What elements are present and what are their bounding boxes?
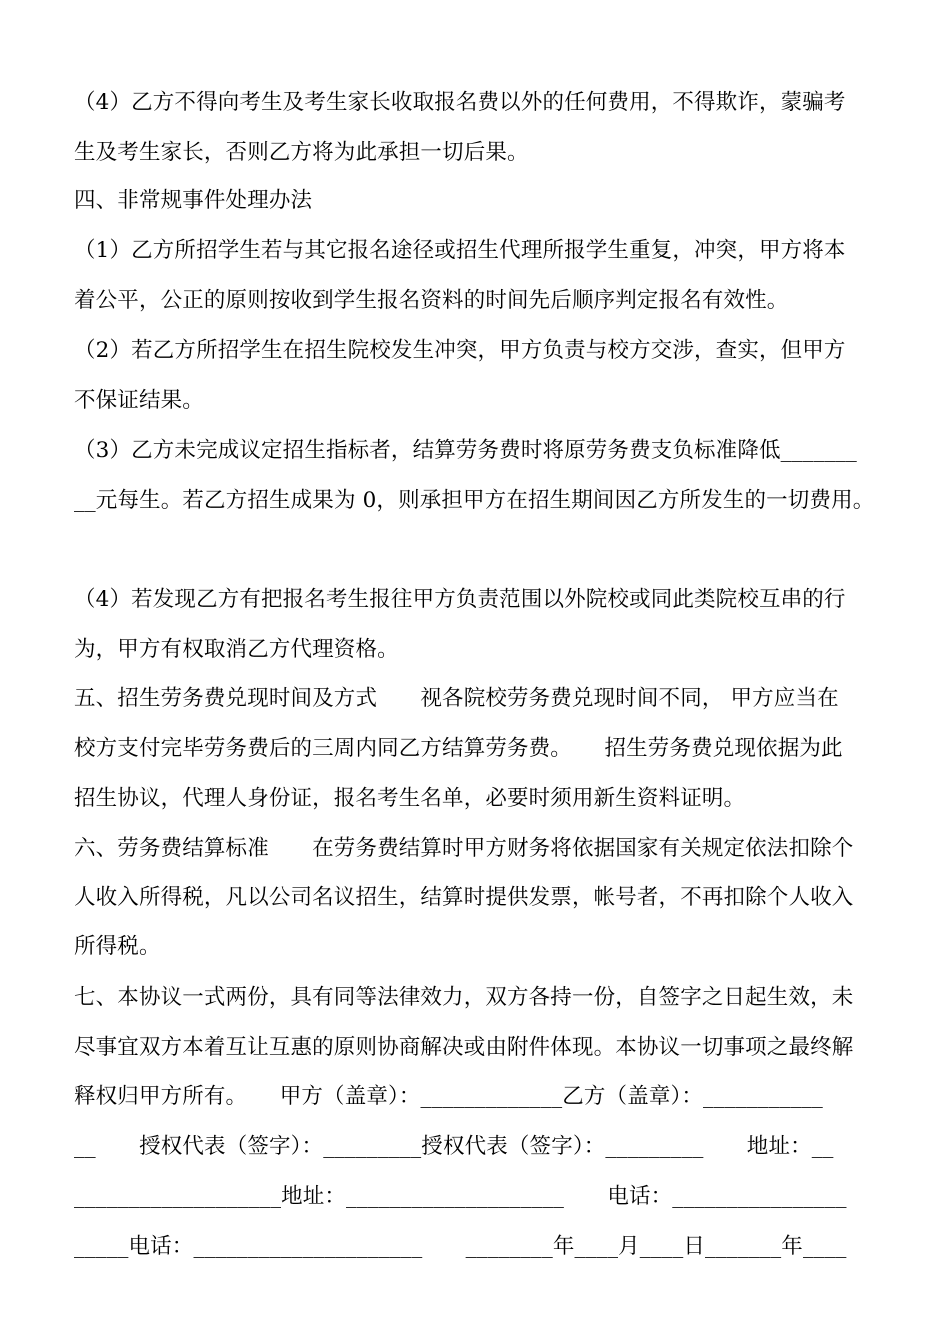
signature-line: _____电话：_____________________ ________年____月____日_______年____ [74, 1234, 847, 1259]
text-line: 为，甲方有权取消乙方代理资格。 [74, 637, 399, 662]
section-heading: 四、非常规事件处理办法 [74, 188, 313, 213]
text-line: 所得税。 [74, 934, 161, 959]
signature-line: 释权归甲方所有。 甲方（盖章）：_____________乙方（盖章）：___________ [74, 1084, 823, 1109]
text-line: 不保证结果。 [74, 388, 204, 413]
text-line: （1）乙方所招学生若与其它报名途径或招生代理所报学生重复，冲突，甲方将本 [74, 238, 846, 263]
text-line: （2）若乙方所招学生在招生院校发生冲突，甲方负责与校方交涉，查实，但甲方 [74, 338, 846, 363]
text-line: __元每生。若乙方招生成果为 0，则承担甲方在招生期间因乙方所发生的一切费用。 [74, 488, 875, 513]
text-line: 生及考生家长，否则乙方将为此承担一切后果。 [74, 140, 529, 165]
section-heading: 六、劳务费结算标准 在劳务费结算时甲方财务将依据国家有关规定依法扣除个 [74, 836, 854, 861]
section-heading: 五、招生劳务费兑现时间及方式 视各院校劳务费兑现时间不同， 甲方应当在 [74, 686, 839, 711]
text-line: 尽事宜双方本着互让互惠的原则协商解决或由附件体现。本协议一切事项之最终解 [74, 1035, 854, 1060]
text-line: （3）乙方未完成议定招生指标者，结算劳务费时将原劳务费支负标准降低_______ [74, 438, 857, 463]
text-line: 着公平，公正的原则按收到学生报名资料的时间先后顺序判定报名有效性。 [74, 288, 789, 313]
section-heading: 七、本协议一式两份，具有同等法律效力，双方各持一份，自签字之日起生效，未 [74, 985, 854, 1010]
text-line: （4）若发现乙方有把报名考生报往甲方负责范围以外院校或同此类院校互串的行 [74, 587, 846, 612]
signature-line: ___________________地址：____________________ 电话：________________ [74, 1184, 847, 1209]
text-line: 校方支付完毕劳务费后的三周内同乙方结算劳务费。 招生劳务费兑现依据为此 [74, 736, 843, 761]
text-line: 招生协议，代理人身份证，报名考生名单，必要时须用新生资料证明。 [74, 786, 746, 811]
text-line: （4）乙方不得向考生及考生家长收取报名费以外的任何费用，不得欺诈，蒙骗考 [74, 90, 846, 115]
signature-line: __ 授权代表（签字）：_________授权代表（签字）：_________ 地址：__ [74, 1134, 834, 1159]
text-line: 人收入所得税，凡以公司名议招生，结算时提供发票，帐号者，不再扣除个人收入 [74, 885, 854, 910]
